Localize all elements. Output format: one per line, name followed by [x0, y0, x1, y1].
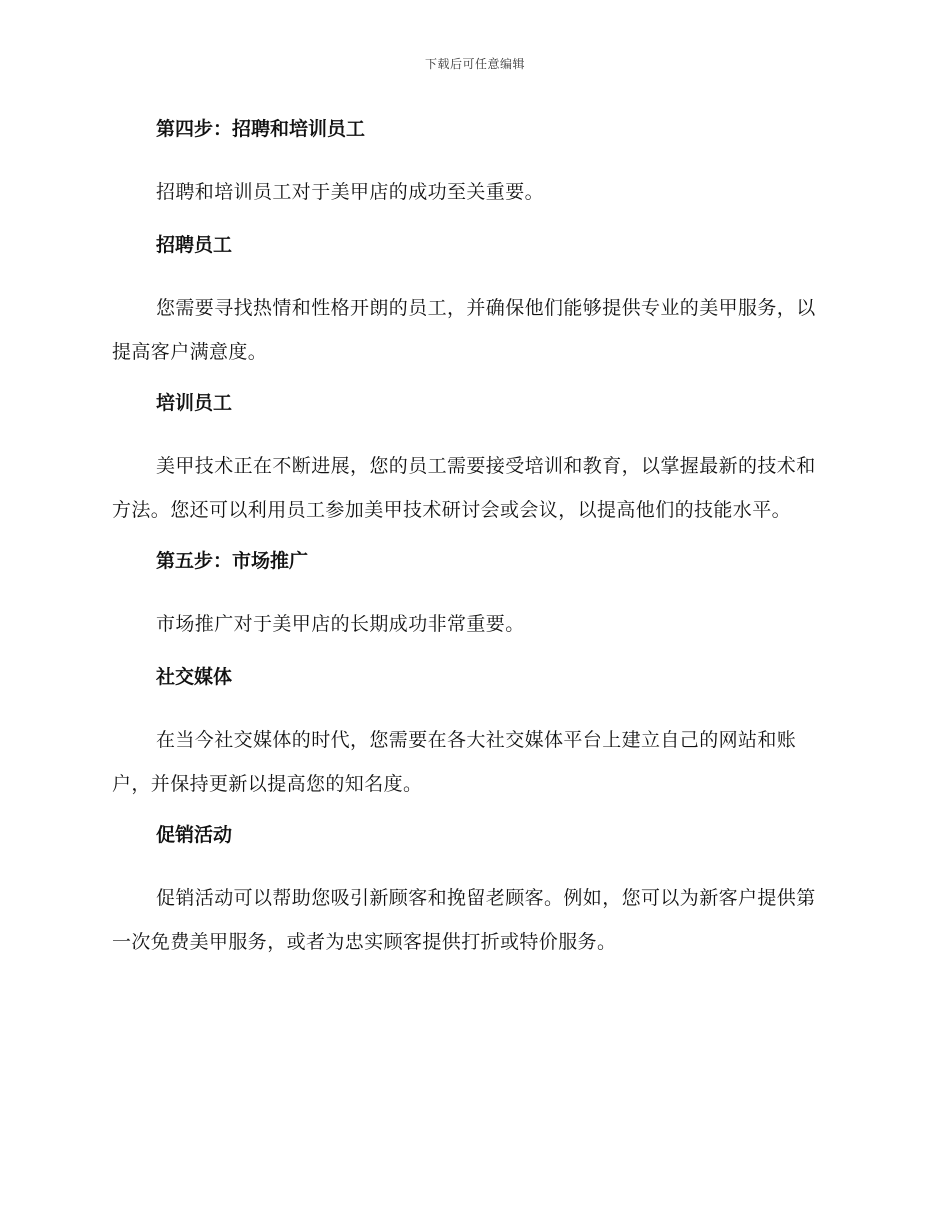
social-media-heading: 社交媒体	[156, 666, 233, 688]
step-four-intro: 招聘和培训员工对于美甲店的成功至关重要。	[156, 181, 545, 203]
train-staff-heading: 培训员工	[156, 392, 233, 414]
step-four-heading: 第四步：招聘和培训员工	[156, 118, 366, 140]
train-staff-paragraph: 美甲技术正在不断进展，您的员工需要接受培训和教育，以掌握最新的技术和方法。您还可以利用员工参加美甲技术研讨会或会议，以提高他们的技能水平。	[112, 455, 816, 521]
promotion-heading: 促销活动	[156, 824, 233, 846]
social-media-paragraph: 在当今社交媒体的时代，您需要在各大社交媒体平台上建立自己的网站和账户，并保持更新以提高您的知名度。	[112, 729, 797, 795]
recruit-staff-heading: 招聘员工	[156, 234, 233, 256]
step-five-intro: 市场推广对于美甲店的长期成功非常重要。	[156, 613, 525, 635]
document-body	[112, 112, 832, 976]
recruit-staff-paragraph: 您需要寻找热情和性格开朗的员工，并确保他们能够提供专业的美甲服务，以提高客户满意度。	[112, 297, 816, 363]
step-five-heading: 第五步：市场推广	[156, 550, 309, 572]
page-header: 下载后可任意编辑	[424, 57, 525, 71]
promotion-paragraph: 促销活动可以帮助您吸引新顾客和挽留老顾客。例如，您可以为新客户提供第一次免费美甲服务，或者为忠实顾客提供打折或特价服务。	[112, 887, 816, 953]
